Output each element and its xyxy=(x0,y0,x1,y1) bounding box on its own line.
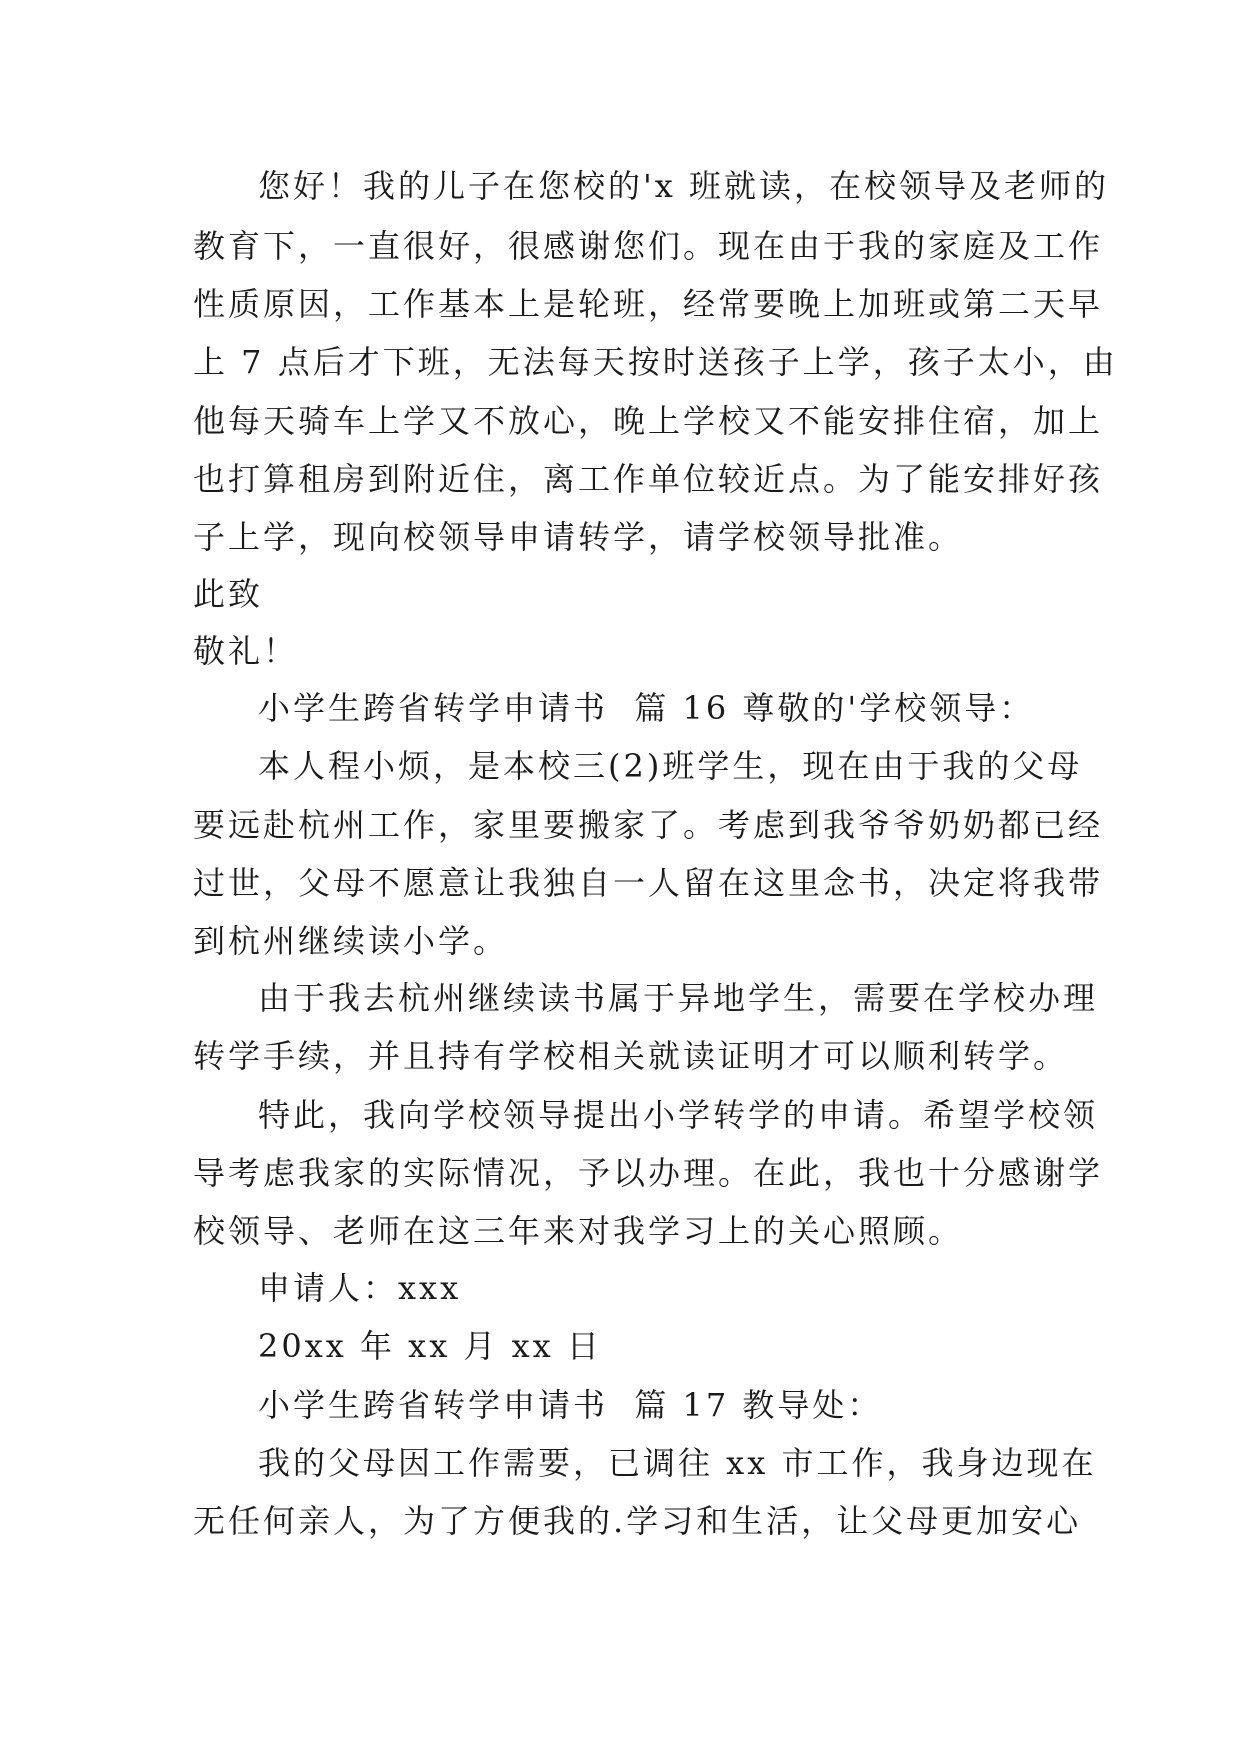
text-line: 特此，我向学校领导提出小学转学的申请。希望学校领 xyxy=(258,1096,1099,1134)
text-line: 上 7 点后才下班，无法每天按时送孩子上学，孩子太小，由 xyxy=(193,343,1118,381)
text-line: 性质原因，工作基本上是轮班，经常要晚上加班或第二天早 xyxy=(193,285,1104,323)
heading-line: 小学生跨省转学申请书 篇 16 尊敬的'学校领导： xyxy=(258,689,1035,727)
text-line: 转学手续，并且持有学校相关就读证明才可以顺利转学。 xyxy=(193,1037,1069,1075)
text-line: 他每天骑车上学又不放心，晚上学校又不能安排住宿，加上 xyxy=(193,402,1104,440)
text-line: 也打算租房到附近住，离工作单位较近点。为了能安排好孩 xyxy=(193,460,1104,498)
text-line: 本人程小烦，是本校三(2)班学生，现在由于我的父母 xyxy=(258,747,1083,785)
text-line: 导考虑我家的实际情况，予以办理。在此，我也十分感谢学 xyxy=(193,1154,1104,1192)
text-line: 敬礼！ xyxy=(193,632,299,670)
text-line: 子上学，现向校领导申请转学，请学校领导批准。 xyxy=(193,518,964,556)
text-line: 到杭州继续读小学。 xyxy=(193,922,509,960)
text-line: 过世，父母不愿意让我独自一人留在这里念书，决定将我带 xyxy=(193,864,1104,902)
heading-line: 小学生跨省转学申请书 篇 17 教导处： xyxy=(258,1386,883,1424)
text-line: 校领导、老师在这三年来对我学习上的关心照顾。 xyxy=(193,1212,964,1250)
text-line: 我的父母因工作需要，已调往 xx 市工作，我身边现在 xyxy=(258,1444,1097,1482)
date-line: 20xx 年 xx 月 xx 日 xyxy=(258,1327,602,1365)
text-line: 教育下，一直很好，很感谢您们。现在由于我的家庭及工作 xyxy=(193,227,1104,265)
text-line: 此致 xyxy=(193,575,264,613)
text-line: 要远赴杭州工作，家里要搬家了。考虑到我爷爷奶奶都已经 xyxy=(193,806,1104,844)
applicant-line: 申请人：xxx xyxy=(258,1269,462,1307)
text-line: 您好！我的儿子在您校的'x 班就读，在校领导及老师的 xyxy=(258,167,1110,205)
text-line: 由于我去杭州继续读书属于异地学生，需要在学校办理 xyxy=(258,979,1099,1017)
text-line: 无任何亲人，为了方便我的.学习和生活，让父母更加安心 xyxy=(193,1502,1082,1540)
